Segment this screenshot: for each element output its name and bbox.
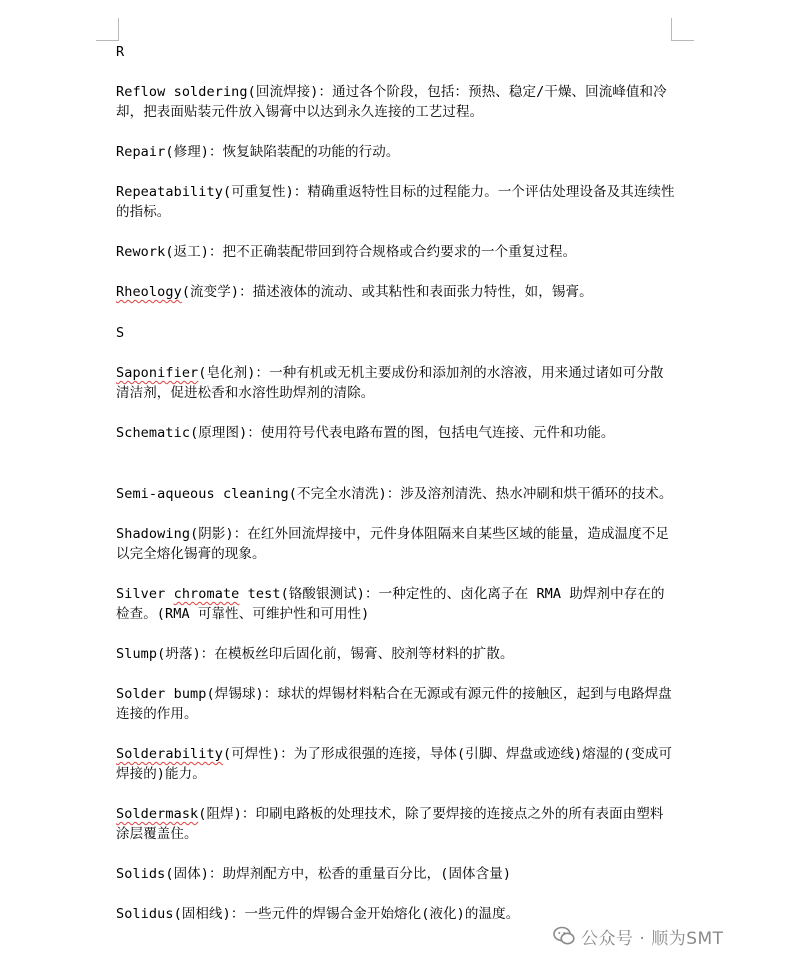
- entry-term: Rework: [116, 244, 166, 260]
- entry-term-spellcheck-flagged: Soldermask: [116, 806, 199, 822]
- document-body: [116, 42, 676, 944]
- watermark-text: 公众号 · 顺为SMT: [581, 928, 724, 949]
- section-letter-r: R: [116, 44, 125, 60]
- glossary-entry-rheology: [116, 282, 676, 302]
- entry-definition: (可重复性)：精确重返特性目标的过程能力。一个评估处理设备及其连续性的指标。: [116, 184, 675, 220]
- glossary-entry-rework: [116, 242, 676, 262]
- entry-definition: (原理图)：使用符号代表电路布置的图，包括电气连接、元件和功能。: [190, 425, 615, 441]
- watermark: [553, 922, 724, 950]
- glossary-entry-semi-aqueous-cleaning: [116, 484, 676, 504]
- entry-definition: (阴影)：在红外回流焊接中，元件身体阻隔来自某些区域的能量，造成温度不足以完全熔化锡膏的现象。: [116, 526, 669, 562]
- wechat-official-account-icon: [553, 926, 575, 946]
- glossary-entry-repair: [116, 142, 676, 162]
- entry-definition: (铬酸银测试)：一种定性的、卤化离子在 RMA 助焊剂中存在的检查。(RMA 可靠性、可维护性和可用性): [116, 586, 665, 622]
- entry-term-spellcheck-flagged: Saponifier: [116, 365, 199, 381]
- glossary-entry-solderability: [116, 744, 676, 784]
- entry-definition: (流变学)：描述液体的流动、或其粘性和表面张力特性，如，锡膏。: [181, 284, 593, 300]
- entry-term-spellcheck-flagged: Rheology: [116, 284, 182, 300]
- entry-term: Solder bump: [116, 686, 207, 702]
- entry-term: Solidus: [116, 906, 174, 922]
- entry-definition: (固体)：助焊剂配方中，松香的重量百分比，(固体含量): [165, 866, 512, 882]
- entry-term: Shadowing: [116, 526, 191, 542]
- glossary-entry-saponifier: [116, 363, 676, 403]
- entry-definition: (阻焊)：印刷电路板的处理技术，除了要焊接的连接点之外的所有表面由塑料涂层覆盖住。: [116, 806, 664, 842]
- glossary-entry-solids: [116, 864, 676, 884]
- entry-term: Repeatability: [116, 184, 223, 200]
- entry-definition: (回流焊接)：通过各个阶段，包括：预热、稳定/干燥、回流峰值和冷却，把表面贴装元件放入锡膏中以达到永久连接的工艺过程。: [116, 84, 667, 120]
- entry-term-spellcheck-flagged: Solderability: [116, 746, 223, 762]
- entry-definition: (焊锡球)：球状的焊锡材料粘合在无源或有源元件的接触区，起到与电路焊盘连接的作用。: [116, 686, 672, 722]
- page-corner-mark-top-left: [96, 18, 119, 41]
- entry-definition: (不完全水清洗)：涉及溶剂清洗、热水冲刷和烘干循环的技术。: [288, 486, 673, 502]
- entry-term: Semi-aqueous cleaning: [116, 486, 289, 502]
- entry-definition: (返工)：把不正确装配带回到符合规格或合约要求的一个重复过程。: [165, 244, 577, 260]
- entry-term: test: [239, 586, 281, 602]
- entry-definition: (坍落)：在模板丝印后固化前，锡膏、胶剂等材料的扩散。: [157, 646, 514, 662]
- glossary-entry-repeatability: [116, 182, 676, 222]
- entry-term: Silver: [116, 586, 174, 602]
- entry-definition: (皂化剂)：一种有机或无机主要成份和添加剂的水溶液，用来通过诸如可分散清洁剂，促进松香和水溶性助焊剂的清除。: [116, 365, 664, 401]
- glossary-entry-soldermask: [116, 804, 676, 844]
- section-letter-s: S: [116, 325, 125, 341]
- entry-definition: (可焊性)：为了形成很强的连接，导体(引脚、焊盘或迹线)熔湿的(变成可焊接的)能力。: [116, 746, 673, 782]
- entry-term: Reflow soldering: [116, 84, 248, 100]
- glossary-entry-schematic: [116, 423, 676, 443]
- entry-term: Repair: [116, 144, 166, 160]
- glossary-entry-reflow-soldering: [116, 82, 676, 122]
- glossary-entry-shadowing: [116, 524, 676, 564]
- entry-term: Schematic: [116, 425, 191, 441]
- entry-term: Slump: [116, 646, 158, 662]
- page-corner-mark-top-right: [671, 18, 694, 41]
- entry-term-spellcheck-flagged: chromate: [173, 586, 240, 602]
- glossary-entry-solidus: [116, 904, 676, 924]
- entry-definition: (修理)：恢复缺陷装配的功能的行动。: [165, 144, 400, 160]
- glossary-entry-solder-bump: [116, 684, 676, 724]
- glossary-entry-silver-chromate-test: [116, 584, 676, 624]
- entry-term: Solids: [116, 866, 166, 882]
- entry-definition: (固相线)：一些元件的焊锡合金开始熔化(液化)的温度。: [173, 906, 520, 922]
- glossary-entry-slump: [116, 644, 676, 664]
